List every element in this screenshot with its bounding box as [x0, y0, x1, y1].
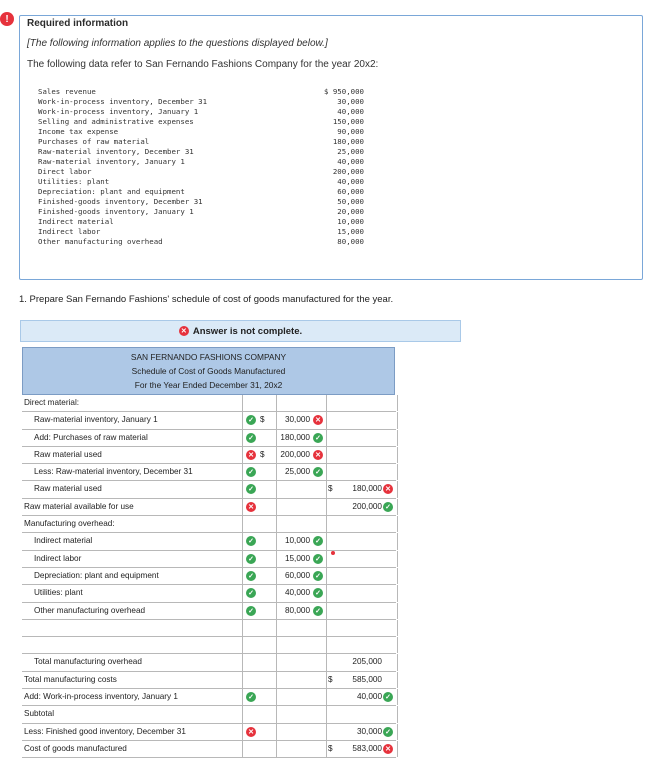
dollar-sign: $ — [328, 484, 333, 494]
amount-value: 200,000 — [352, 501, 382, 511]
row-label-dropdown[interactable]: Less: Raw-material inventory, December 31 — [34, 467, 193, 477]
data-row — [38, 187, 364, 197]
amount-input[interactable] — [276, 481, 327, 497]
row-label-dropdown[interactable]: Add: Purchases of raw material — [34, 432, 148, 442]
table-row — [22, 585, 396, 602]
data-label: Raw-material inventory, December 31 — [38, 147, 194, 156]
info-intro: The following data refer to San Fernando Fashions Company for the year 20x2: — [27, 59, 379, 70]
row-label: Subtotal — [24, 709, 55, 719]
amount-input[interactable] — [326, 551, 398, 567]
data-label: Direct labor — [38, 167, 92, 176]
cross-icon: ✕ — [313, 450, 323, 460]
row-label: Direct material: — [24, 398, 80, 407]
dollar-sign: $ — [328, 743, 333, 753]
table-row — [22, 568, 396, 585]
data-label: Work-in-process inventory, December 31 — [38, 97, 208, 106]
row-label-dropdown[interactable]: Utilities: plant — [34, 588, 83, 598]
amount-input[interactable] — [326, 637, 398, 653]
data-value: 90,000 — [337, 127, 364, 136]
data-label: Other manufacturing overhead — [38, 237, 163, 246]
amount-input[interactable] — [326, 603, 398, 619]
answer-status-banner — [20, 320, 461, 342]
data-row — [38, 117, 364, 127]
table-row — [22, 724, 396, 741]
amount-value: 15,000 — [284, 553, 310, 563]
check-icon: ✓ — [313, 467, 323, 477]
check-icon: ✓ — [313, 433, 323, 443]
table-row — [22, 464, 396, 481]
question-text: 1. Prepare San Fernando Fashions' schedule of cost of goods manufactured for the year. — [19, 294, 394, 305]
amount-value: 30,000 — [284, 415, 310, 425]
table-row — [22, 637, 396, 654]
table-row — [22, 551, 396, 568]
table-row — [22, 516, 396, 533]
data-label: Income tax expense — [38, 127, 119, 136]
data-value: 40,000 — [337, 107, 364, 116]
amount-value: 80,000 — [284, 605, 310, 615]
data-row — [38, 237, 364, 247]
schedule-header — [22, 347, 395, 395]
data-value: 60,000 — [337, 187, 364, 196]
data-value: 40,000 — [337, 157, 364, 166]
schedule-period: For the Year Ended December 31, 20x2 — [134, 380, 283, 390]
table-row — [22, 430, 396, 447]
amount-input[interactable] — [276, 620, 327, 636]
amount-input[interactable] — [326, 568, 398, 584]
data-value: 15,000 — [337, 227, 364, 236]
table-row — [22, 706, 396, 723]
table-row — [22, 412, 396, 429]
check-icon: ✓ — [313, 571, 323, 581]
cross-icon: ✕ — [313, 415, 323, 425]
data-label: Indirect labor — [38, 227, 101, 236]
amount-input[interactable] — [326, 620, 398, 636]
data-row — [38, 127, 364, 137]
table-row — [22, 620, 396, 637]
data-value: 50,000 — [337, 197, 364, 206]
data-label: Finished-goods inventory, January 1 — [38, 207, 194, 216]
data-value: 150,000 — [332, 117, 364, 126]
row-label: Total manufacturing overhead — [34, 657, 142, 667]
check-icon: ✓ — [246, 415, 256, 425]
check-icon: ✓ — [383, 727, 393, 737]
data-row — [38, 167, 364, 177]
cross-icon: ✕ — [383, 744, 393, 754]
data-row — [38, 87, 364, 97]
amount-input[interactable] — [276, 499, 327, 515]
amount-value: 60,000 — [284, 570, 310, 580]
check-icon: ✓ — [246, 484, 256, 494]
data-label: Depreciation: plant and equipment — [38, 187, 185, 196]
data-value: 20,000 — [337, 207, 364, 216]
cross-icon: ✕ — [246, 502, 256, 512]
data-label: Utilities: plant — [38, 177, 110, 186]
data-row — [38, 217, 364, 227]
data-list — [38, 87, 364, 247]
row-label-dropdown[interactable]: Indirect labor — [34, 553, 82, 563]
row-label-dropdown[interactable]: Raw-material inventory, January 1 — [34, 415, 158, 425]
alert-icon: ! — [0, 12, 14, 26]
amount-value: 10,000 — [284, 536, 310, 546]
amount-value: 180,000 — [352, 484, 382, 494]
cross-icon: ✕ — [246, 450, 256, 460]
check-icon: ✓ — [246, 692, 256, 702]
table-row — [22, 741, 396, 758]
amount-value: 205,000 — [352, 657, 382, 667]
amount-input[interactable] — [326, 533, 398, 549]
data-row — [38, 197, 364, 207]
check-icon: ✓ — [383, 502, 393, 512]
amount-value: 30,000 — [356, 726, 382, 736]
check-icon: ✓ — [246, 606, 256, 616]
data-label: Sales revenue — [38, 87, 96, 96]
dollar-sign: $ — [260, 449, 265, 459]
check-icon: ✓ — [246, 536, 256, 546]
check-icon: ✓ — [383, 692, 393, 702]
data-row — [38, 97, 364, 107]
answer-status-text: Answer is not complete. — [192, 325, 303, 337]
table-row — [22, 689, 396, 706]
data-value: 25,000 — [337, 147, 364, 156]
table-row — [22, 603, 396, 620]
amount-value: 200,000 — [280, 449, 310, 459]
data-value: 180,000 — [332, 137, 364, 146]
amount-input[interactable] — [326, 585, 398, 601]
data-label: Work-in-process inventory, January 1 — [38, 107, 199, 116]
check-icon: ✓ — [313, 606, 323, 616]
table-row — [22, 499, 396, 516]
table-row — [22, 533, 396, 550]
amount-value: 585,000 — [352, 674, 382, 684]
amount-value: 583,000 — [352, 743, 382, 753]
data-value: $ 950,000 — [323, 87, 364, 96]
info-note: [The following information applies to the questions displayed below.] — [27, 38, 328, 49]
row-label-dropdown[interactable]: Indirect material — [34, 536, 93, 546]
data-row — [38, 107, 364, 117]
cross-icon: ✕ — [246, 727, 256, 737]
amount-input[interactable] — [276, 637, 327, 653]
row-label-dropdown[interactable]: Add: Work-in-process inventory, January 1 — [24, 692, 178, 702]
dollar-sign: $ — [260, 415, 265, 425]
row-label-dropdown[interactable]: Depreciation: plant and equipment — [34, 570, 159, 580]
row-label: Cost of goods manufactured — [24, 743, 127, 753]
table-row — [22, 447, 396, 464]
check-icon: ✓ — [246, 554, 256, 564]
data-value: 30,000 — [337, 97, 364, 106]
data-label: Raw-material inventory, January 1 — [38, 157, 185, 166]
check-icon: ✓ — [246, 433, 256, 443]
amount-value: 25,000 — [284, 467, 310, 477]
data-value: 80,000 — [337, 237, 364, 246]
check-icon: ✓ — [246, 467, 256, 477]
data-row — [38, 177, 364, 187]
amount-input[interactable] — [326, 464, 398, 480]
cross-icon: ✕ — [383, 484, 393, 494]
table-row — [22, 672, 396, 689]
data-row — [38, 147, 364, 157]
schedule-table — [22, 395, 396, 758]
red-dot-marker — [331, 551, 335, 555]
row-label-dropdown[interactable]: Raw material available for use — [24, 501, 134, 511]
row-label-dropdown[interactable]: Other manufacturing overhead — [34, 605, 146, 615]
amount-value: 180,000 — [280, 432, 310, 442]
table-row — [22, 395, 396, 412]
amount-value: 40,000 — [356, 692, 382, 702]
check-icon: ✓ — [246, 571, 256, 581]
schedule-title: Schedule of Cost of Goods Manufactured — [131, 366, 286, 376]
data-label: Finished-goods inventory, December 31 — [38, 197, 203, 206]
amount-input[interactable] — [326, 430, 398, 446]
data-row — [38, 137, 364, 147]
data-value: 200,000 — [332, 167, 364, 176]
row-label-dropdown[interactable]: Raw material used — [34, 484, 102, 494]
row-label: Manufacturing overhead: — [24, 519, 115, 529]
data-label: Purchases of raw material — [38, 137, 150, 146]
data-row — [38, 157, 364, 167]
dollar-sign: $ — [328, 674, 333, 684]
info-title: Required information — [27, 18, 129, 29]
amount-input[interactable] — [326, 447, 398, 463]
data-label: Selling and administrative expenses — [38, 117, 194, 126]
check-icon: ✓ — [313, 588, 323, 598]
company-name: SAN FERNANDO FASHIONS COMPANY — [130, 352, 287, 362]
amount-input[interactable] — [326, 412, 398, 428]
data-row — [38, 227, 364, 237]
amount-value: 40,000 — [284, 588, 310, 598]
table-row — [22, 481, 396, 498]
check-icon: ✓ — [313, 554, 323, 564]
data-label: Indirect material — [38, 217, 114, 226]
row-label: Total manufacturing costs — [24, 674, 117, 684]
amount-input[interactable] — [326, 706, 398, 722]
check-icon: ✓ — [246, 588, 256, 598]
data-value: 40,000 — [337, 177, 364, 186]
table-row — [22, 654, 396, 671]
data-value: 10,000 — [337, 217, 364, 226]
row-label-dropdown[interactable]: Less: Finished good inventory, December 31 — [24, 726, 186, 736]
check-icon: ✓ — [313, 536, 323, 546]
data-row — [38, 207, 364, 217]
row-label-dropdown[interactable]: Raw material used — [34, 449, 102, 459]
error-icon: ✕ — [179, 326, 189, 336]
